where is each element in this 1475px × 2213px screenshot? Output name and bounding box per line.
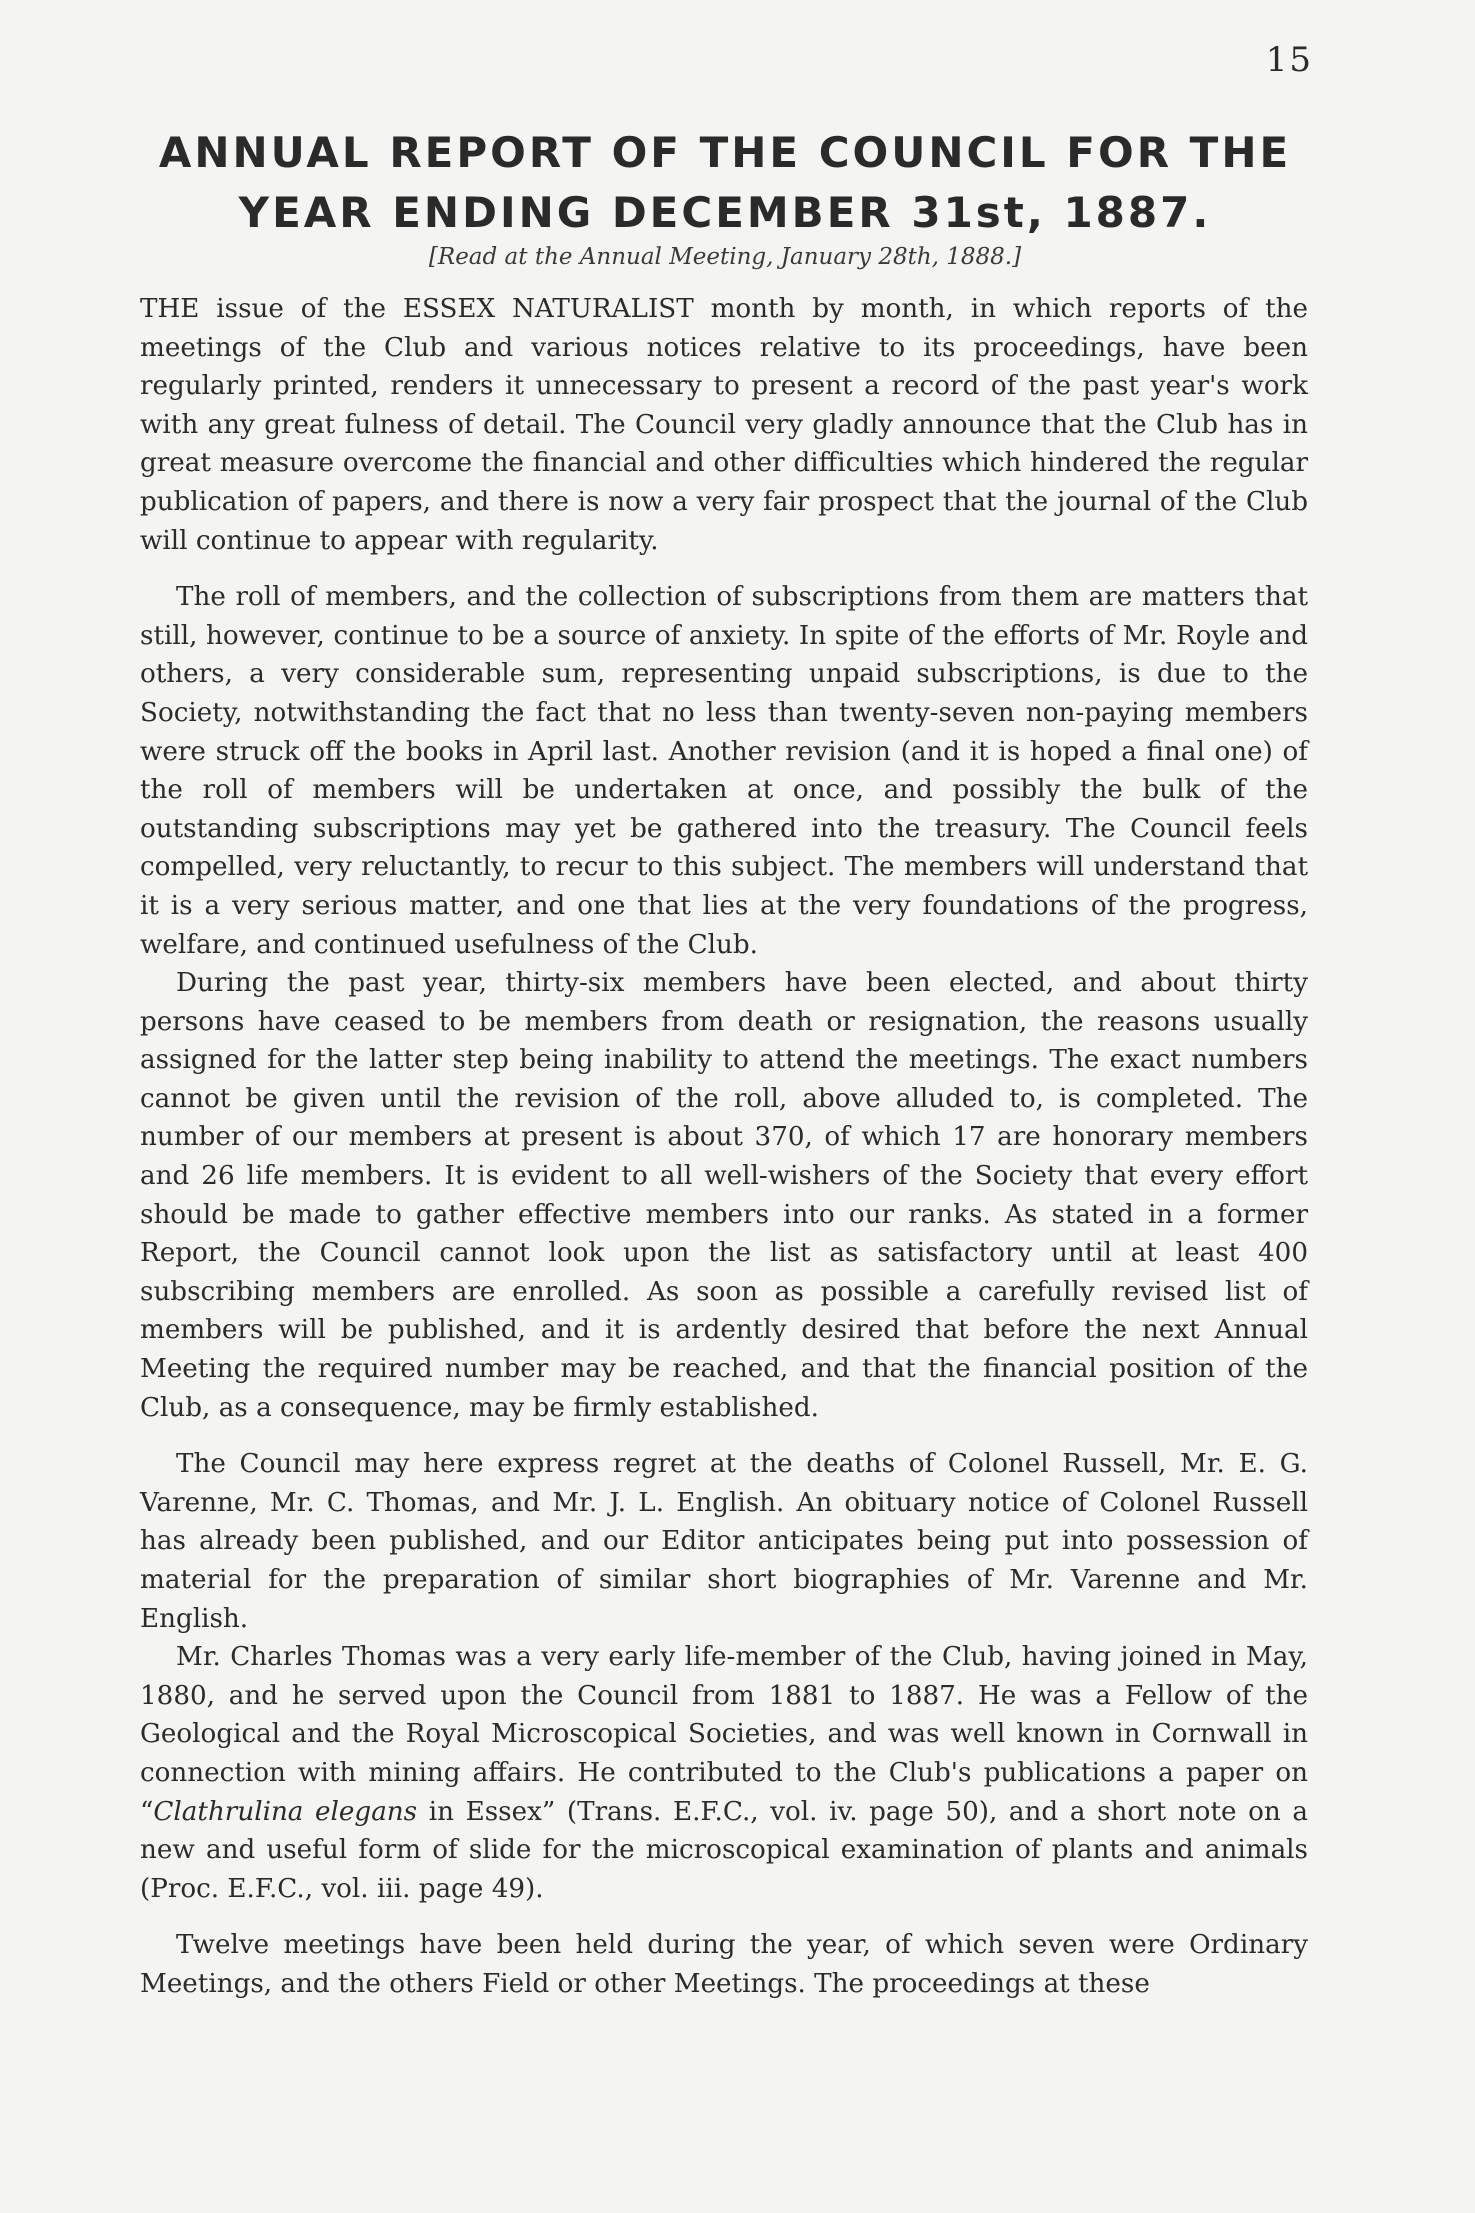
lead-word: THE: [140, 294, 200, 324]
report-body: [140, 290, 1308, 2004]
report-title-line-1: ANNUAL REPORT OF THE COUNCIL FOR THE: [158, 128, 1292, 177]
paragraph-1: [140, 290, 1308, 560]
report-title-line-2: YEAR ENDING DECEMBER 31st, 1887.: [238, 188, 1212, 237]
paragraph-2: The roll of members, and the collection of subscriptions from them are matters that still, however, continue to be a source of anxiety. In spite of the efforts of Mr. Royle and others, a very considerable sum, representing unpaid subscriptions, is due to the Society, notwithstanding the fact that no less than twenty-seven non-paying members were struck off the books in April last. Another revision (and it is hoped a final one) of the roll of members will be undertaken at once, and possibly the bulk of the outstanding subscriptions may yet be gathered into the treasury. The Council feels compelled, very reluctantly, to recur to this subject. The members will understand that it is a very serious matter, and one that lies at the very foundations of the progress, welfare, and continued usefulness of the Club.: [140, 582, 1308, 960]
paragraph-5-text-a: Mr. Charles Thomas was a very early life-member of the Club, having joined in May, 1880, and he served upon the Council from 1881 to 1887. He was a Fellow of the Geological and the Royal Microscopical Societies, and was well known in Cornwall in connection with mining affairs. He contributed to the Club's publications a paper on “: [140, 1642, 1308, 1827]
paragraph-1-text-a: issue of the: [199, 294, 403, 324]
paragraph-5: [140, 1638, 1308, 1908]
paragraph-3: During the past year, thirty-six members have been elected, and about thirty persons have ceased to be members from death or resignation, the reasons usually assigned for the latter step being inability to attend the meetings. The exact numbers cannot be given until the revision of the roll, above alluded to, is completed. The number of our members at present is about 370, of which 17 are honorary members and 26 life members. It is evident to all well-wishers of the Society that every effort should be made to gather effective members into our ranks. As stated in a former Report, the Council cannot look upon the list as satisfactory until at least 400 subscribing members are enrolled. As soon as possible a carefully revised list of members will be published, and it is ardently desired that before the next Annual Meeting the required number may be reached, and that the financial position of the Club, as a consequence, may be firmly established.: [140, 968, 1308, 1423]
paragraph-6: Twelve meetings have been held during the year, of which seven were Ordinary Meetings, and the others Field or other Meetings. The proceedings at these: [140, 1930, 1308, 1999]
paragraph-4: The Council may here express regret at the deaths of Colonel Russell, Mr. E. G. Varenne, Mr. C. Thomas, and Mr. J. L. English. An obituary notice of Colonel Russell has already been published, and our Editor anticipates being put into possession of material for the preparation of similar short biographies of Mr. Varenne and Mr. English.: [140, 1449, 1308, 1634]
species-name: Clathrulina elegans: [153, 1796, 418, 1827]
journal-name: ESSEX NATURALIST: [402, 294, 694, 324]
page-number: 15: [1265, 40, 1313, 80]
paragraph-5-text-b: in Essex” (Trans. E.F.C., vol. iv. page 50), and a short note on a new and useful form of slide for the microscopical examination of plants and animals (Proc. E.F.C., vol. iii. page 49).: [140, 1796, 1308, 1904]
paragraph-1-text-b: month by month, in which reports of the meetings of the Club and various notices relative to its proceedings, have been regularly printed, renders it unnecessary to present a record of the past year's work with any great fulness of detail. The Council very gladly announce that the Club has in great measure overcome the financial and other difficulties which hindered the regular publication of papers, and there is now a very fair prospect that the journal of the Club will continue to appear with regularity.: [140, 294, 1308, 556]
report-subtitle: [Read at the Annual Meeting, January 28th, 1888.]: [428, 244, 1022, 270]
